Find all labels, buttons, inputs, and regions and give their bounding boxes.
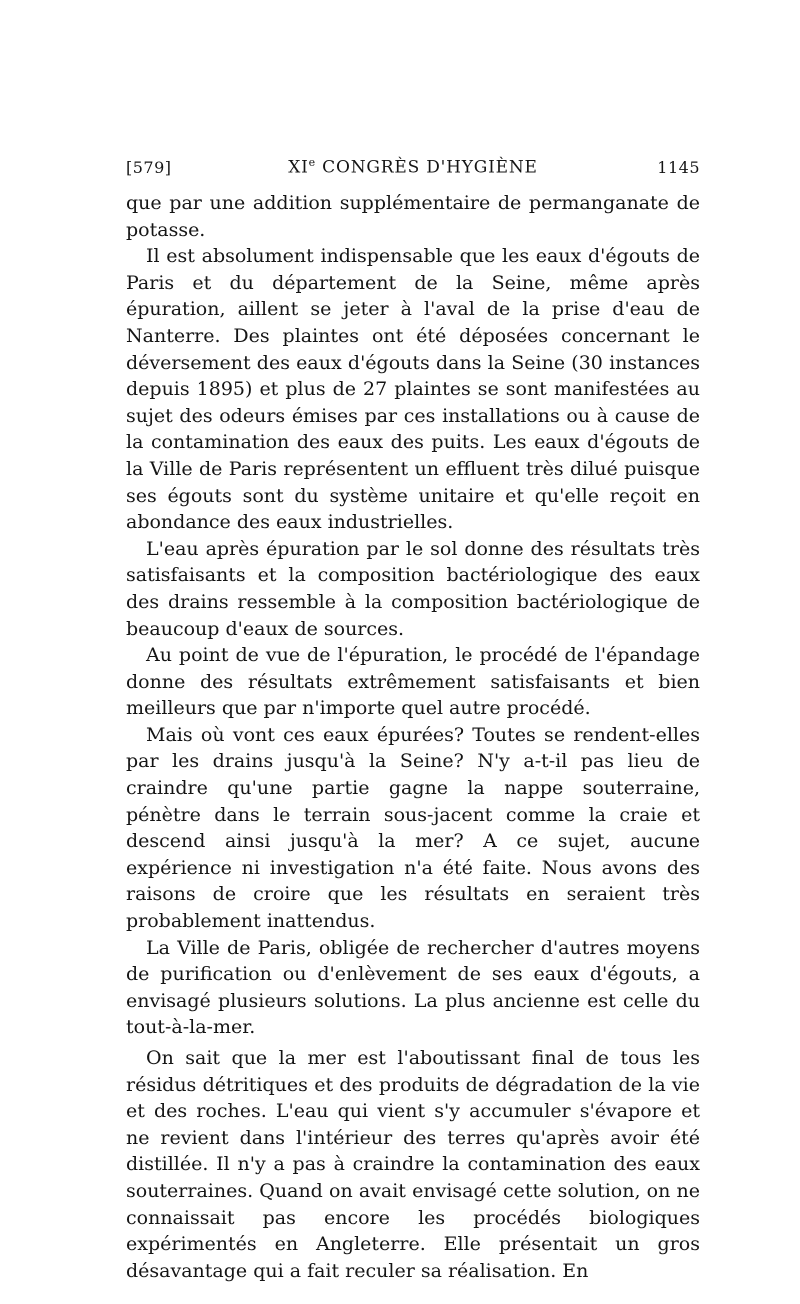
paragraph: Mais où vont ces eaux épurées? Toutes se rendent-elles par les drains jusqu'à la Seine? N'y a-t-il pas lieu de craindre qu'une partie gagne la nappe souterraine, pénètre dans le terrain sous-jacent comme la craie et descend ainsi jusqu'à la mer? A ce sujet, aucune expérience ni investigation n'a été faite. Nous avons des raisons de croire que les résultats en seraient très probablement inattendus. bbox=[126, 723, 700, 933]
paragraph: L'eau après épuration par le sol donne des résultats très satisfaisants et la composition bactériologique des eaux des drains ressemble à la composition bactériologique de beaucoup d'eaux de sources. bbox=[126, 537, 700, 640]
running-title-prefix: XI bbox=[288, 157, 309, 178]
paragraph: La Ville de Paris, obligée de rechercher d'autres moyens de purification ou d'enlèvement de ses eaux d'égouts, a envisagé plusieurs solutions. La plus ancienne est celle du tout-à-la-mer. bbox=[126, 936, 700, 1039]
paragraph: On sait que la mer est l'aboutissant final de tous les résidus détritiques et des produits de dégradation de la vie et des roches. L'eau qui vient s'y accumuler s'évapore et ne revient dans l'intérieur des terres qu'après avoir été distillée. Il n'y a pas à craindre la contamination des eaux souterraines. Quand on avait envisagé cette solution, on ne connaissait pas encore les procédés biologiques expérimentés en Angleterre. Elle présentait un gros désavantage qui a fait reculer sa réalisation. En bbox=[126, 1047, 700, 1282]
running-header bbox=[126, 150, 700, 184]
paragraph: Il est absolument indispensable que les eaux d'égouts de Paris et du département de la Seine, même après épuration, aillent se jeter à l'aval de la prise d'eau de Nanterre. Des plaintes ont été déposées concernant le déversement des eaux d'égouts dans la Seine (30 instances depuis 1895) et plus de 27 plaintes se sont manifestées au sujet des odeurs émises par ces installations ou à cause de la contamination des eaux des puits. Les eaux d'égouts de la Ville de Paris représentent un effluent très dilué puisque ses égouts sont du système unitaire et qu'elle reçoit en abondance des eaux industrielles. bbox=[126, 245, 700, 534]
running-title-text: CONGRÈS D'HYGIÈNE bbox=[315, 157, 538, 178]
page-number: 1145 bbox=[657, 158, 700, 177]
running-title-superscript: e bbox=[308, 156, 316, 169]
folio-number: [579] bbox=[126, 158, 172, 177]
paragraph: Au point de vue de l'épuration, le procédé de l'épandage donne des résultats extrêmement satisfaisants et bien meilleurs que par n'importe quel autre procédé. bbox=[126, 644, 700, 720]
paragraph: que par une addition supplémentaire de permanganate de potasse. bbox=[126, 192, 700, 241]
running-title bbox=[126, 156, 700, 178]
book-page bbox=[126, 150, 700, 1284]
body-text bbox=[126, 190, 700, 1284]
